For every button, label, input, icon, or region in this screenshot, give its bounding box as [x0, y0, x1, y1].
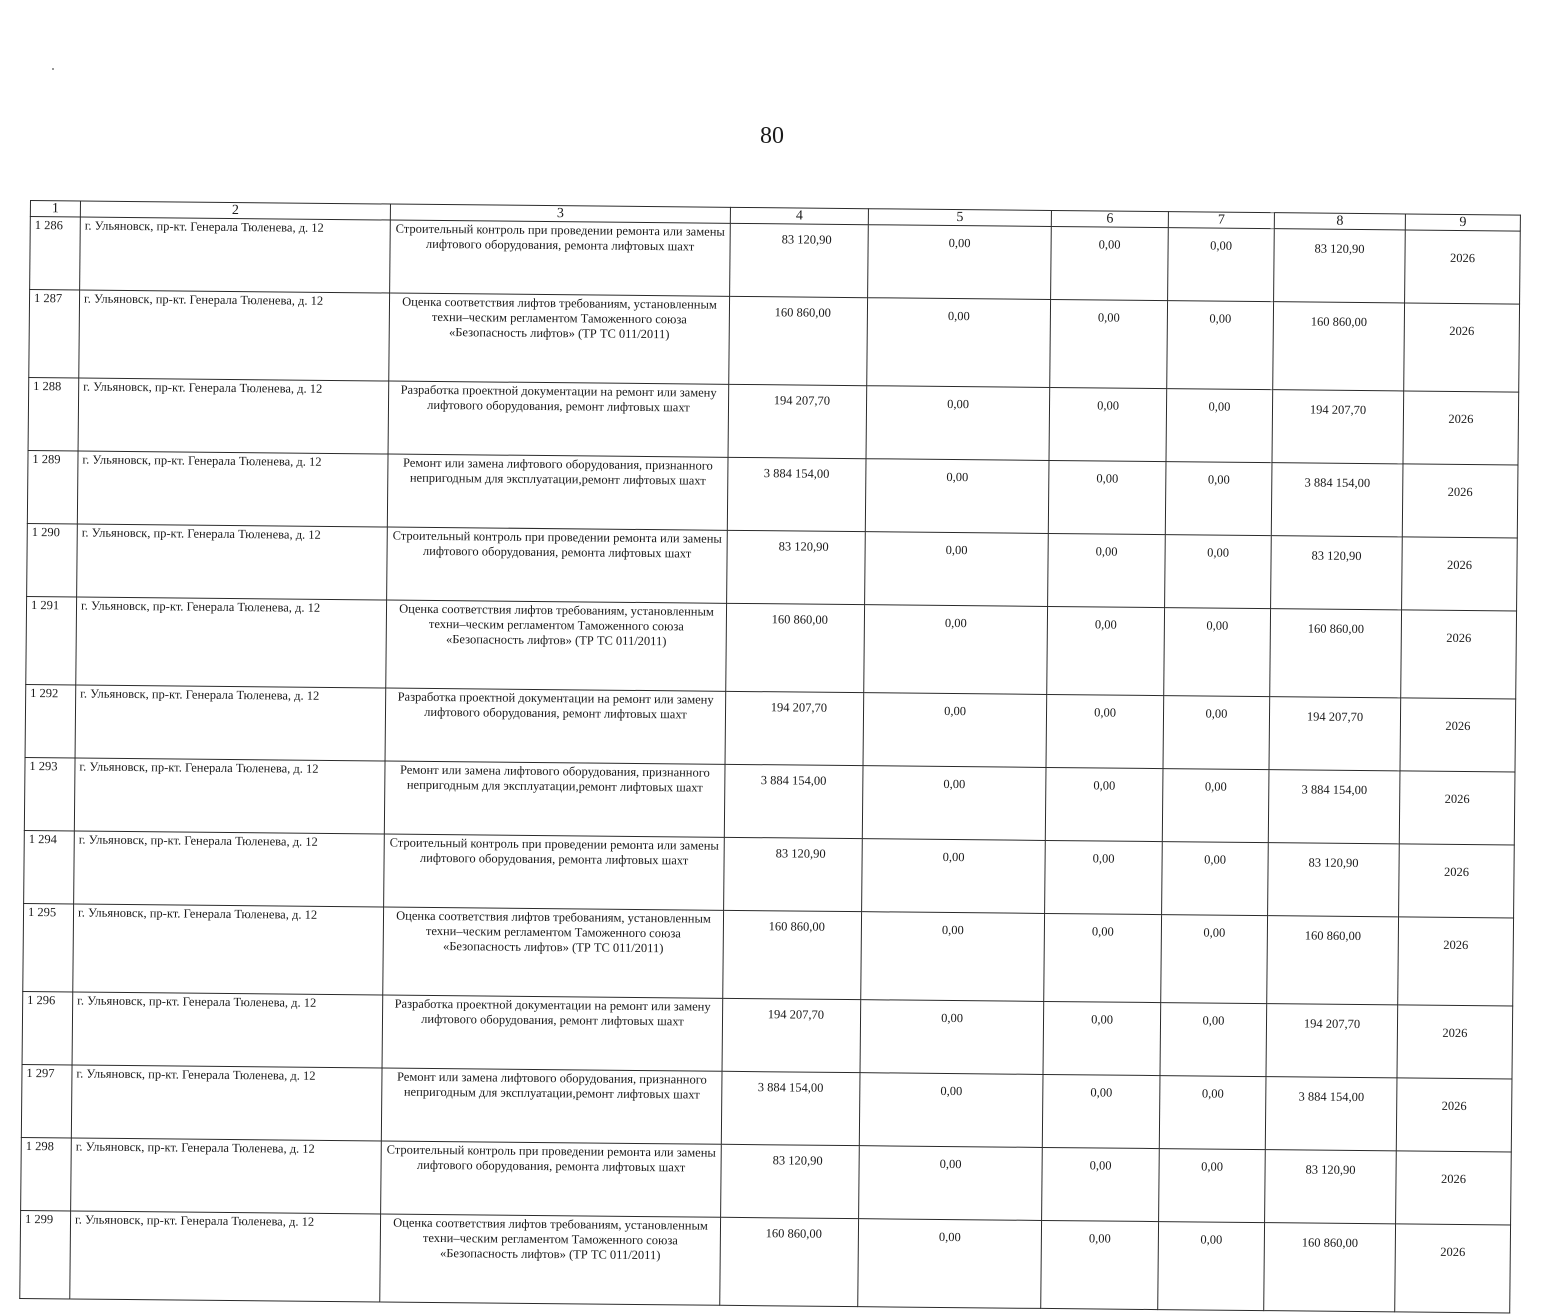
cost-total-cell: 83 120,90: [730, 223, 869, 297]
value-cell-col8: 3 884 154,00: [1271, 463, 1403, 537]
address-cell: г. Ульяновск, пр-кт. Генерала Тюленева, д. 12: [74, 831, 385, 907]
cost-total-cell: 83 120,90: [721, 1144, 860, 1218]
table-row: [20, 1210, 1511, 1313]
work-type-cell: Оценка соответствия лифтов требованиям, установленным техни–ческим регламентом Таможенного союза «Безопасность лифтов» (ТР ТС 011/2011): [380, 1214, 721, 1305]
table-container: [19, 200, 1520, 1314]
value-cell-col8: 194 207,70: [1272, 390, 1404, 464]
cost-total-cell: 160 860,00: [723, 910, 862, 999]
value-cell-col6: 0,00: [1048, 460, 1166, 534]
row-number: 1 289: [27, 450, 78, 523]
value-cell-col8: 3 884 154,00: [1268, 770, 1400, 844]
year-cell: 2026: [1395, 1224, 1511, 1313]
address-cell: г. Ульяновск, пр-кт. Генерала Тюленева, д. 12: [72, 992, 383, 1068]
value-cell-col5: 0,00: [866, 386, 1050, 461]
value-cell-col6: 0,00: [1045, 767, 1163, 841]
value-cell-col7: 0,00: [1159, 1076, 1266, 1150]
cost-total-cell: 3 884 154,00: [721, 1071, 860, 1145]
column-header: 3: [390, 204, 730, 223]
year-cell: 2026: [1402, 537, 1518, 611]
year-cell: 2026: [1402, 464, 1518, 538]
row-number: 1 286: [30, 217, 81, 290]
row-number: 1 295: [23, 903, 74, 991]
year-cell: 2026: [1399, 844, 1515, 918]
address-cell: г. Ульяновск, пр-кт. Генерала Тюленева, д. 12: [71, 1138, 382, 1214]
table-row: [23, 903, 1514, 1006]
work-type-cell: Разработка проектной документации на ремонт или замену лифтового оборудования, ремонт лифтовых шахт: [385, 688, 726, 764]
value-cell-col8: 3 884 154,00: [1265, 1077, 1397, 1151]
value-cell-col5: 0,00: [868, 225, 1052, 300]
address-cell: г. Ульяновск, пр-кт. Генерала Тюленева, д. 12: [75, 685, 386, 761]
work-type-cell: Оценка соответствия лифтов требованиям, установленным техни–ческим регламентом Таможенного союза «Безопасность лифтов» (ТР ТС 011/2011): [383, 907, 724, 998]
value-cell-col5: 0,00: [862, 766, 1046, 841]
year-cell: 2026: [1400, 698, 1516, 772]
value-cell-col5: 0,00: [864, 605, 1048, 695]
value-cell-col8: 83 120,90: [1274, 229, 1406, 303]
row-number: 1 293: [24, 757, 75, 830]
value-cell-col5: 0,00: [867, 298, 1051, 388]
address-cell: г. Ульяновск, пр-кт. Генерала Тюленева, д. 12: [76, 597, 387, 688]
value-cell-col5: 0,00: [859, 1146, 1043, 1221]
work-type-cell: Строительный контроль при проведении ремонта или замены лифтового оборудования, ремонта лифтовых шахт: [381, 1141, 722, 1217]
value-cell-col8: 83 120,90: [1265, 1150, 1397, 1224]
row-number: 1 299: [20, 1210, 71, 1298]
column-header: 7: [1168, 212, 1274, 229]
row-number: 1 292: [25, 684, 76, 757]
repair-registry-table: [19, 200, 1521, 1314]
year-cell: 2026: [1397, 1005, 1513, 1079]
row-number: 1 291: [26, 596, 77, 684]
cost-total-cell: 83 120,90: [724, 837, 863, 911]
year-cell: 2026: [1396, 1151, 1512, 1225]
address-cell: г. Ульяновск, пр-кт. Генерала Тюленева, д. 12: [74, 758, 385, 834]
row-number: 1 288: [28, 377, 79, 450]
value-cell-col6: 0,00: [1041, 1220, 1159, 1309]
value-cell-col5: 0,00: [861, 912, 1045, 1002]
value-cell-col8: 194 207,70: [1269, 697, 1401, 771]
address-cell: г. Ульяновск, пр-кт. Генерала Тюленева, д. 12: [78, 378, 389, 454]
value-cell-col6: 0,00: [1042, 1147, 1160, 1221]
cost-total-cell: 160 860,00: [726, 603, 865, 692]
work-type-cell: Разработка проектной документации на ремонт или замену лифтового оборудования, ремонт лифтовых шахт: [388, 381, 729, 457]
value-cell-col6: 0,00: [1051, 226, 1169, 300]
address-cell: г. Ульяновск, пр-кт. Генерала Тюленева, д. 12: [73, 904, 384, 995]
year-cell: 2026: [1396, 1078, 1512, 1152]
row-number: 1 297: [21, 1064, 72, 1137]
work-type-cell: Ремонт или замена лифтового оборудования, признанного непригодным для эксплуатации,ремонт лифтовых шахт: [381, 1068, 722, 1144]
value-cell-col6: 0,00: [1048, 533, 1166, 607]
row-number: 1 298: [21, 1137, 72, 1210]
work-type-cell: Оценка соответствия лифтов требованиям, установленным техни–ческим регламентом Таможенного союза «Безопасность лифтов» (ТР ТС 011/2011): [389, 293, 730, 384]
value-cell-col5: 0,00: [859, 1073, 1043, 1148]
work-type-cell: Ремонт или замена лифтового оборудования, признанного непригодным для эксплуатации,ремонт лифтовых шахт: [387, 454, 728, 530]
value-cell-col7: 0,00: [1159, 1149, 1266, 1223]
cost-total-cell: 160 860,00: [720, 1217, 859, 1306]
value-cell-col6: 0,00: [1050, 299, 1168, 388]
address-cell: г. Ульяновск, пр-кт. Генерала Тюленева, д. 12: [70, 1211, 381, 1302]
value-cell-col5: 0,00: [865, 532, 1049, 607]
value-cell-col6: 0,00: [1042, 1074, 1160, 1148]
column-header: 1: [30, 201, 80, 217]
value-cell-col7: 0,00: [1163, 696, 1270, 770]
cost-total-cell: 194 207,70: [722, 998, 861, 1072]
column-header: 2: [80, 201, 390, 220]
value-cell-col8: 83 120,90: [1268, 843, 1400, 917]
value-cell-col6: 0,00: [1046, 694, 1164, 768]
value-cell-col6: 0,00: [1043, 1001, 1161, 1075]
scan-speck: [52, 68, 54, 70]
value-cell-col7: 0,00: [1158, 1222, 1265, 1311]
value-cell-col7: 0,00: [1165, 462, 1272, 536]
value-cell-col5: 0,00: [865, 459, 1049, 534]
year-cell: 2026: [1399, 771, 1515, 845]
cost-total-cell: 3 884 154,00: [727, 457, 866, 531]
value-cell-col8: 194 207,70: [1266, 1004, 1398, 1078]
value-cell-col7: 0,00: [1167, 301, 1274, 390]
value-cell-col8: 160 860,00: [1273, 302, 1405, 391]
value-cell-col7: 0,00: [1162, 769, 1269, 843]
value-cell-col6: 0,00: [1045, 840, 1163, 914]
cost-total-cell: 194 207,70: [728, 384, 867, 458]
value-cell-col7: 0,00: [1165, 535, 1272, 609]
value-cell-col8: 160 860,00: [1270, 609, 1402, 698]
column-header: 4: [730, 207, 868, 224]
year-cell: 2026: [1405, 230, 1521, 304]
row-number: 1 296: [22, 991, 73, 1064]
value-cell-col7: 0,00: [1162, 842, 1269, 916]
column-header: 9: [1405, 214, 1520, 231]
row-number: 1 294: [24, 830, 75, 903]
value-cell-col8: 160 860,00: [1267, 916, 1399, 1005]
address-cell: г. Ульяновск, пр-кт. Генерала Тюленева, д. 12: [80, 217, 391, 293]
cost-total-cell: 160 860,00: [729, 296, 868, 385]
cost-total-cell: 3 884 154,00: [724, 764, 863, 838]
cost-total-cell: 83 120,90: [727, 530, 866, 604]
address-cell: г. Ульяновск, пр-кт. Генерала Тюленева, д. 12: [77, 451, 388, 527]
address-cell: г. Ульяновск, пр-кт. Генерала Тюленева, д. 12: [79, 290, 390, 381]
value-cell-col7: 0,00: [1164, 608, 1271, 697]
value-cell-col8: 160 860,00: [1264, 1223, 1396, 1312]
work-type-cell: Ремонт или замена лифтового оборудования, признанного непригодным для эксплуатации,ремонт лифтовых шахт: [384, 761, 725, 837]
work-type-cell: Строительный контроль при проведении ремонта или замены лифтового оборудования, ремонта лифтовых шахт: [384, 834, 725, 910]
value-cell-col7: 0,00: [1161, 915, 1268, 1004]
value-cell-col6: 0,00: [1047, 606, 1165, 695]
year-cell: 2026: [1403, 391, 1519, 465]
value-cell-col8: 83 120,90: [1271, 536, 1403, 610]
address-cell: г. Ульяновск, пр-кт. Генерала Тюленева, д. 12: [71, 1065, 382, 1141]
work-type-cell: Оценка соответствия лифтов требованиям, установленным техни–ческим регламентом Таможенного союза «Безопасность лифтов» (ТР ТС 011/2011): [386, 600, 727, 691]
value-cell-col6: 0,00: [1049, 387, 1167, 461]
year-cell: 2026: [1404, 303, 1520, 392]
value-cell-col5: 0,00: [863, 693, 1047, 768]
value-cell-col6: 0,00: [1044, 913, 1162, 1002]
column-header: 5: [868, 209, 1051, 227]
column-header: 8: [1274, 213, 1405, 230]
row-number: 1 287: [29, 290, 80, 378]
value-cell-col5: 0,00: [858, 1219, 1042, 1309]
value-cell-col7: 0,00: [1166, 389, 1273, 463]
work-type-cell: Разработка проектной документации на ремонт или замену лифтового оборудования, ремонт лифтовых шахт: [382, 995, 723, 1071]
work-type-cell: Строительный контроль при проведении ремонта или замены лифтового оборудования, ремонта лифтовых шахт: [390, 220, 731, 296]
value-cell-col7: 0,00: [1168, 228, 1275, 302]
value-cell-col5: 0,00: [862, 839, 1046, 914]
year-cell: 2026: [1398, 917, 1514, 1006]
row-number: 1 290: [27, 523, 78, 596]
page-number: 80: [760, 123, 784, 149]
address-cell: г. Ульяновск, пр-кт. Генерала Тюленева, д. 12: [77, 524, 388, 600]
table-row: [26, 596, 1517, 699]
work-type-cell: Строительный контроль при проведении ремонта или замены лифтового оборудования, ремонта лифтовых шахт: [387, 527, 728, 603]
value-cell-col5: 0,00: [860, 1000, 1044, 1075]
value-cell-col7: 0,00: [1160, 1003, 1267, 1077]
cost-total-cell: 194 207,70: [725, 691, 864, 765]
column-header: 6: [1051, 210, 1168, 227]
table-row: [29, 290, 1520, 393]
year-cell: 2026: [1401, 610, 1517, 699]
